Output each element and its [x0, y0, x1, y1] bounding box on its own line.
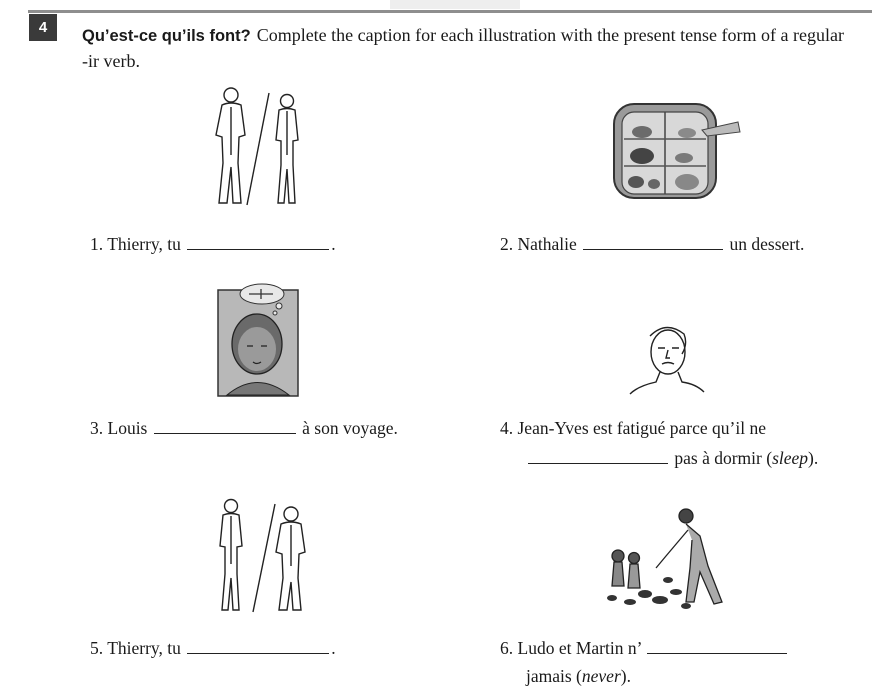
caption-1-number: 1.: [90, 234, 104, 254]
caption-4: [500, 416, 766, 440]
caption-3-text: Louis: [107, 418, 148, 438]
caption-6-line2: [526, 664, 631, 688]
caption-6-number: 6.: [500, 638, 514, 658]
caption-5-end: .: [331, 638, 336, 658]
pastry-case-icon: [612, 102, 742, 202]
top-rule: [28, 10, 872, 13]
caption-5-text: Thierry, tu: [107, 638, 181, 658]
woman-children-mess-icon: [600, 506, 740, 614]
tired-man-icon: [626, 320, 706, 396]
caption-1-text: Thierry, tu: [107, 234, 181, 254]
men-figure-icon-2: [205, 494, 310, 619]
caption-6-text: Ludo et Martin n’: [517, 638, 642, 658]
illustration-daydream: [217, 282, 299, 397]
answer-blank-2[interactable]: [583, 235, 723, 250]
answer-blank-3[interactable]: [154, 419, 296, 434]
caption-2: [500, 232, 804, 256]
caption-4-line2: [526, 446, 818, 470]
caption-4-emph: sleep: [772, 448, 809, 468]
illustration-tired-man: [626, 320, 706, 396]
illustration-pastry-case: [612, 102, 742, 202]
exercise-number: 4: [38, 19, 48, 36]
exercise-title: Qu’est-ce qu’ils font?: [82, 27, 251, 45]
answer-blank-5[interactable]: [187, 639, 329, 654]
daydream-portrait-icon: [217, 282, 299, 397]
caption-6-emph: never: [581, 666, 621, 686]
caption-1-end: .: [331, 234, 336, 254]
caption-2-end: un dessert.: [729, 234, 805, 254]
illustration-thin-fat-men-1: [205, 85, 310, 210]
caption-4-end-b: ).: [808, 448, 819, 468]
caption-2-number: 2.: [500, 234, 514, 254]
caption-5: [90, 636, 336, 660]
answer-blank-4[interactable]: [528, 449, 668, 464]
caption-3-number: 3.: [90, 418, 104, 438]
exercise-number-badge: [29, 14, 57, 41]
caption-3: [90, 416, 398, 440]
caption-4-number: 4.: [500, 418, 514, 438]
instructions: [82, 23, 852, 74]
illustration-thin-fat-men-2: [205, 494, 310, 619]
men-figure-icon: [205, 85, 310, 210]
answer-blank-1[interactable]: [187, 235, 329, 250]
caption-6-end-a: jamais (: [526, 666, 582, 686]
answer-blank-6[interactable]: [647, 639, 787, 654]
caption-3-end: à son voyage.: [302, 418, 398, 438]
scan-header-mark: [390, 0, 520, 9]
caption-4-end-a: pas à dormir (: [674, 448, 773, 468]
caption-6: [500, 636, 789, 660]
caption-5-number: 5.: [90, 638, 104, 658]
exercise-instruction: Complete the caption for each illustration with the present tense form of a regular -ir verb.: [82, 25, 844, 71]
caption-4-text: Jean-Yves est fatigué parce qu’il ne: [517, 418, 766, 438]
caption-2-text: Nathalie: [517, 234, 577, 254]
caption-1: [90, 232, 336, 256]
caption-6-end-b: ).: [620, 666, 631, 686]
illustration-mess: [600, 506, 740, 614]
